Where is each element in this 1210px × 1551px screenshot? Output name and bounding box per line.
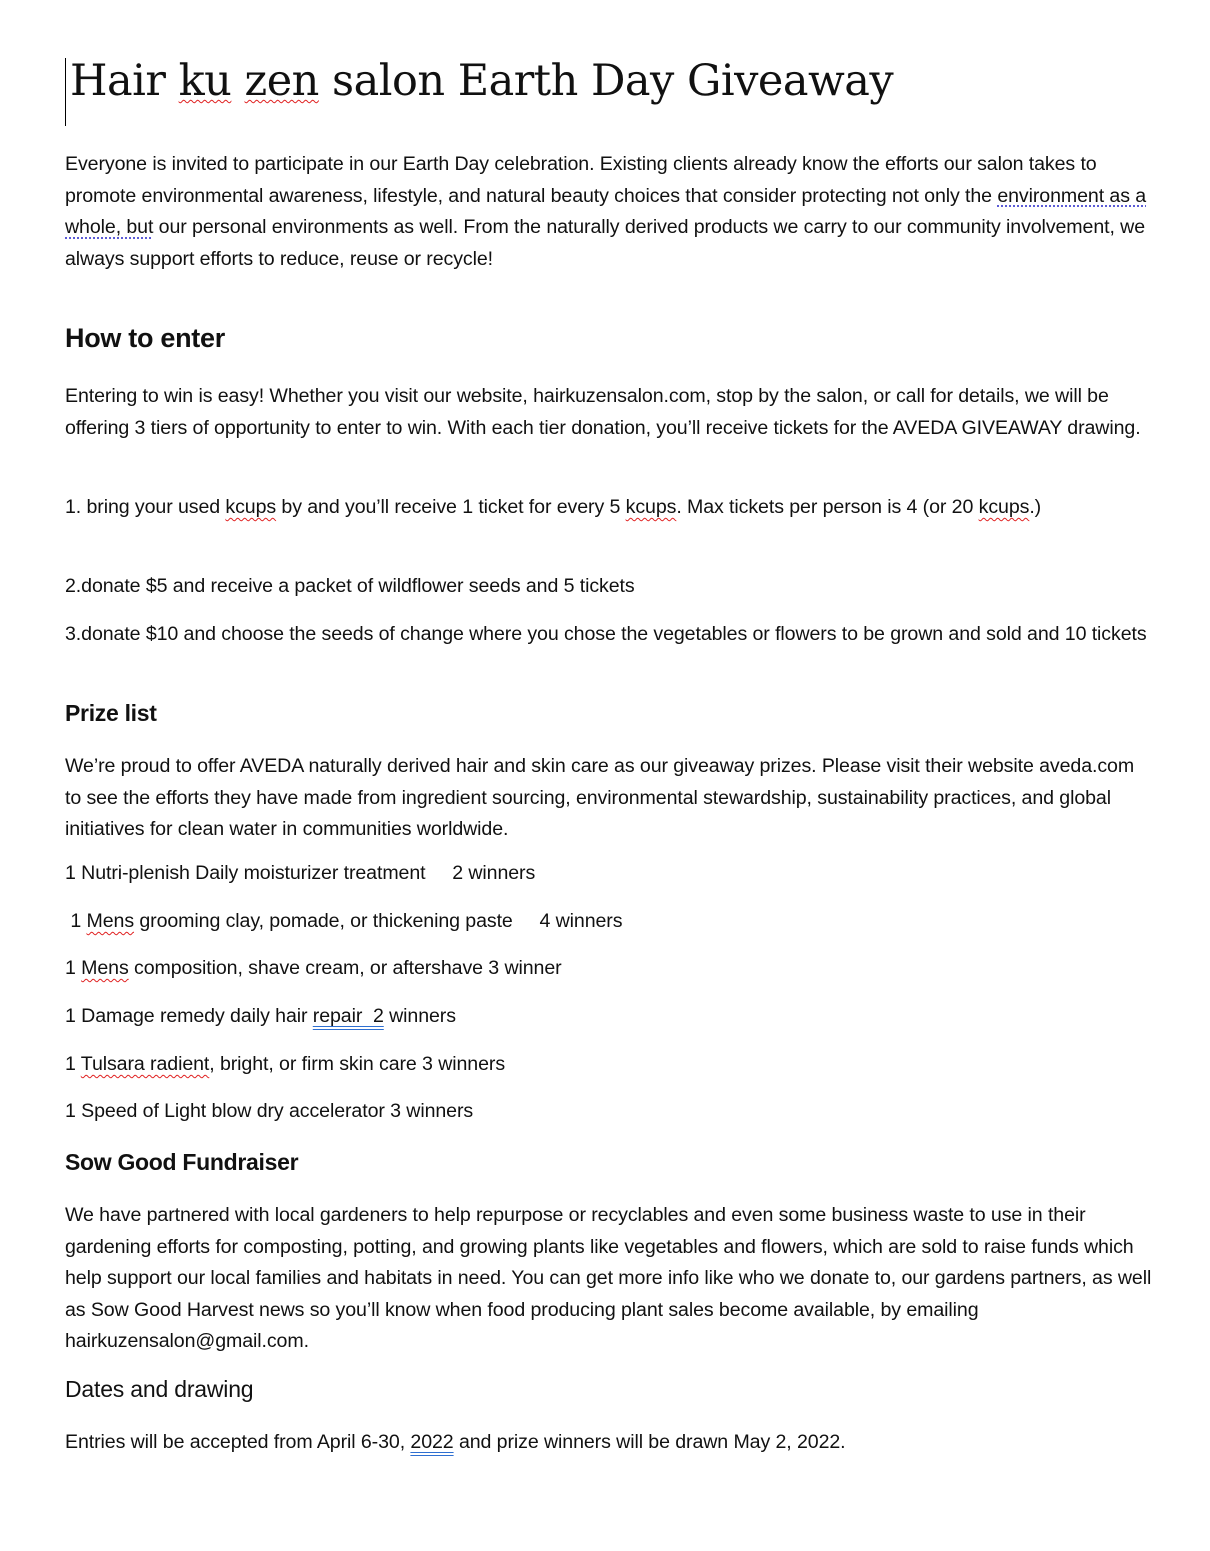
prize-text: , bright, or firm skin care 3 winners [209, 1053, 506, 1075]
tier-text: by and you’ll receive 1 ticket for every 5 [276, 496, 626, 518]
prize-item[interactable] [65, 1100, 473, 1123]
spelling-flag[interactable]: kcups [978, 496, 1030, 518]
spelling-flag[interactable]: ku [178, 56, 232, 106]
prize-item[interactable] [65, 1053, 505, 1076]
tier-text: 1. bring your used [65, 496, 226, 518]
tier-2[interactable]: 2.donate $5 and receive a packet of wildflower seeds and 5 tickets [65, 575, 635, 597]
dates-paragraph[interactable] [65, 1427, 1155, 1459]
tier-text: .) [1029, 496, 1042, 518]
dates-text: and prize winners will be drawn May 2, 2022. [453, 1431, 846, 1453]
tier-text: . Max tickets per person is 4 (or 20 [676, 496, 979, 518]
prize-text: 1 [65, 910, 87, 932]
prize-item[interactable] [65, 1005, 456, 1028]
prize-text: winners [383, 1005, 456, 1027]
heading-sow-good-fundraiser: Sow Good Fundraiser [65, 1149, 299, 1175]
spelling-flag[interactable]: Mens [86, 910, 135, 932]
prize-text: composition, shave cream, or aftershave 3 winner [128, 957, 562, 979]
grammar-flag[interactable]: environment as a whole, but [65, 184, 1147, 238]
document-title[interactable]: Hair ku zen salon Earth Day Giveaway [70, 56, 894, 106]
prize-text: 1 Nutri-plenish Daily moisturizer treatment 2 winners [65, 862, 536, 884]
spelling-flag[interactable]: kcups [625, 496, 677, 518]
grammar-flag[interactable]: repair 2 [312, 1005, 384, 1027]
tier-1[interactable] [65, 492, 1155, 524]
prize-text: 1 Damage remedy daily hair [65, 1005, 313, 1027]
spelling-flag[interactable]: kcups [225, 496, 277, 518]
tier-3[interactable]: 3.donate $10 and choose the seeds of change where you chose the vegetables or flowers to be grown and sold and 10 tickets [65, 623, 1147, 645]
prize-text: 1 Speed of Light blow dry accelerator 3 winners [65, 1100, 474, 1122]
intro-text: Everyone is invited to participate in our Earth Day celebration. Existing clients already know the efforts our salon takes to promote environmental awareness, lifestyle, and natural beauty choices that consider protecting not only the [65, 153, 1097, 207]
grammar-flag[interactable]: 2022 [410, 1431, 454, 1453]
spelling-flag[interactable]: Tulsara radient [80, 1053, 210, 1075]
prize-text: 1 [65, 1053, 81, 1075]
prize-text: grooming clay, pomade, or thickening paste 4 winners [134, 910, 623, 932]
dates-text: Entries will be accepted from April 6-30, [65, 1431, 411, 1453]
how-to-enter-paragraph[interactable]: Entering to win is easy! Whether you visit our website, hairkuzensalon.com, stop by the salon, or call for details, we will be offering 3 tiers of opportunity to enter to win. With each tier donation, you’ll receive tickets for the AVEDA GIVEAWAY drawing. [65, 385, 1141, 439]
heading-prize-list: Prize list [65, 700, 157, 726]
spelling-flag[interactable]: zen [244, 56, 319, 106]
prize-text: 1 [65, 957, 82, 979]
prize-item[interactable] [65, 862, 535, 885]
text-cursor [65, 58, 66, 126]
spelling-flag[interactable]: Mens [81, 957, 129, 979]
fundraiser-paragraph[interactable]: We have partnered with local gardeners to help repurpose or recyclables and even some business waste to use in their gardening efforts for composting, potting, and growing plants like vegetables and flowers, which are sold to raise funds which help support our local families and habitats in need. You can get more info like who we donate to, our gardens partners, as well as Sow Good Harvest news so you’ll know when food producing plant sales become available, by emailing hairkuzensalon@gmail.com. [65, 1204, 1152, 1352]
prize-item[interactable] [65, 957, 562, 980]
prize-item[interactable] [65, 910, 622, 933]
intro-paragraph[interactable] [65, 149, 1155, 275]
heading-dates-and-drawing: Dates and drawing [65, 1376, 254, 1402]
prize-list-paragraph[interactable]: We’re proud to offer AVEDA naturally derived hair and skin care as our giveaway prizes. Please visit their website aveda.com to see the efforts they have made from ingredient sourcing, environmental stewardship, sustainability practices, and global initiatives for clean water in communities worldwide. [65, 755, 1135, 840]
intro-text: our personal environments as well. From the naturally derived products we carry to our community involvement, we always support efforts to reduce, reuse or recycle! [65, 216, 1146, 270]
heading-how-to-enter: How to enter [65, 323, 225, 353]
